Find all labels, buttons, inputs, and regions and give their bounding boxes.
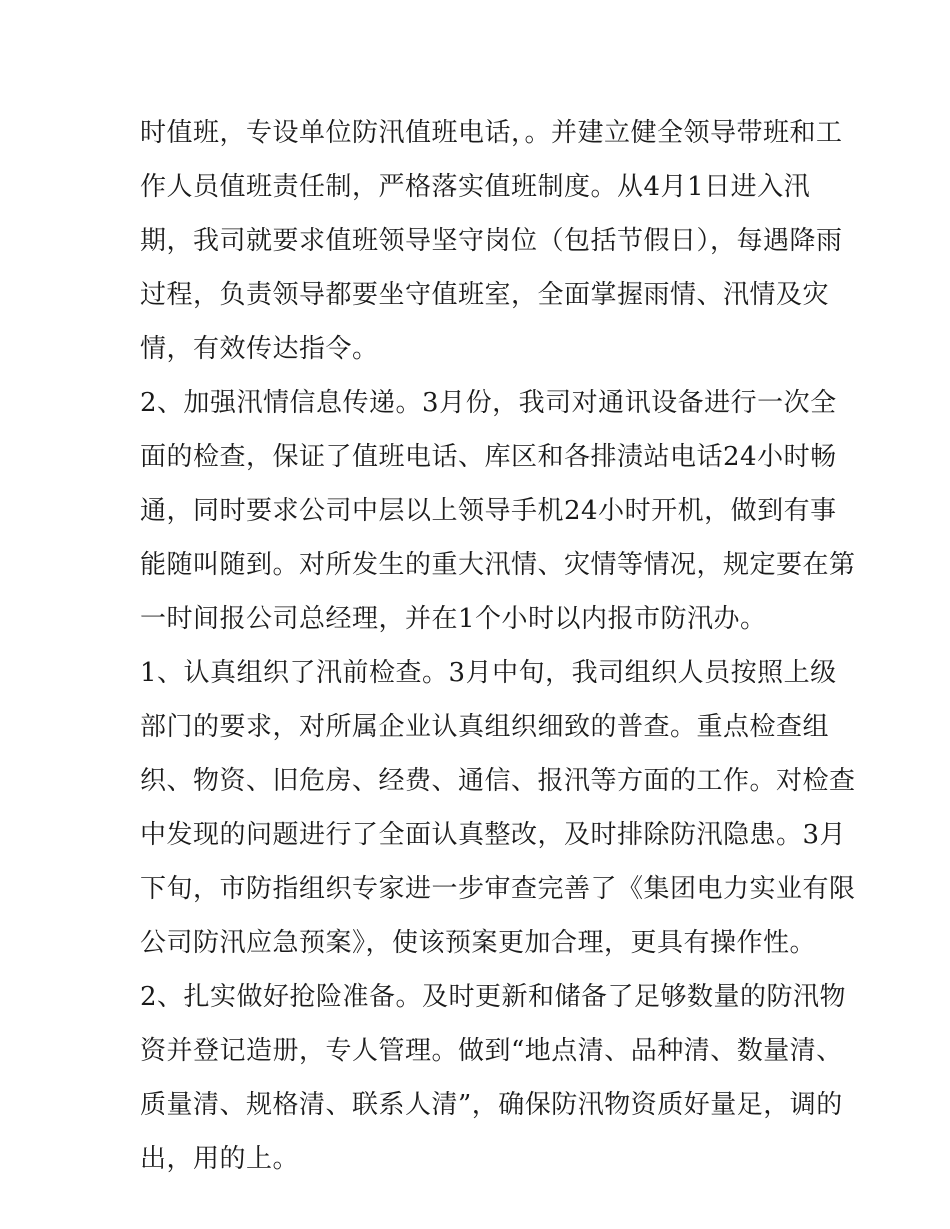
text-line: 2、扎实做好抢险准备。及时更新和储备了足够数量的防汛物: [140, 982, 847, 1012]
document-body: [140, 106, 856, 1186]
text-line: 部门的要求，对所属企业认真组织细致的普查。重点检查组: [140, 712, 830, 742]
text-line: 过程，负责领导都要坐守值班室，全面掌握雨情、汛情及灾: [140, 280, 830, 310]
text-line: 面的检查，保证了值班电话、库区和各排渍站电话24小时畅: [140, 442, 837, 472]
text-line: 出，用的上。: [140, 1144, 300, 1174]
text-line: 作人员值班责任制，严格落实值班制度。从4月1日进入汛: [140, 172, 811, 202]
text-line: 下旬，市防指组织专家进一步审查完善了《集团电力实业有限: [140, 874, 856, 904]
text-line: 质量清、规格清、联系人清”，确保防汛物资质好量足，调的: [140, 1090, 843, 1120]
text-line: 情，有效传达指令。: [140, 334, 379, 364]
text-line: 织、物资、旧危房、经费、通信、报汛等方面的工作。对检查: [140, 766, 856, 796]
text-line: 期，我司就要求值班领导坚守岗位（包括节假日），每遇降雨: [140, 226, 843, 256]
text-line: 中发现的问题进行了全面认真整改，及时排除防汛隐患。3月: [140, 820, 847, 850]
text-line: 公司防汛应急预案》，使该预案更加合理，更具有操作性。: [140, 928, 817, 958]
text-line: 2、加强汛情信息传递。3月份，我司对通讯设备进行一次全: [140, 388, 837, 418]
text-line: 资并登记造册，专人管理。做到“地点清、品种清、数量清、: [140, 1036, 843, 1066]
text-line: 时值班，专设单位防汛值班电话，。并建立健全领导带班和工: [140, 118, 843, 148]
text-line: 能随叫随到。对所发生的重大汛情、灾情等情况，规定要在第: [140, 550, 856, 580]
text-line: 通，同时要求公司中层以上领导手机24小时开机，做到有事: [140, 496, 837, 526]
text-line: 1、认真组织了汛前检查。3月中旬，我司组织人员按照上级: [140, 658, 837, 688]
text-line: 一时间报公司总经理，并在1个小时以内报市防汛办。: [140, 604, 767, 634]
